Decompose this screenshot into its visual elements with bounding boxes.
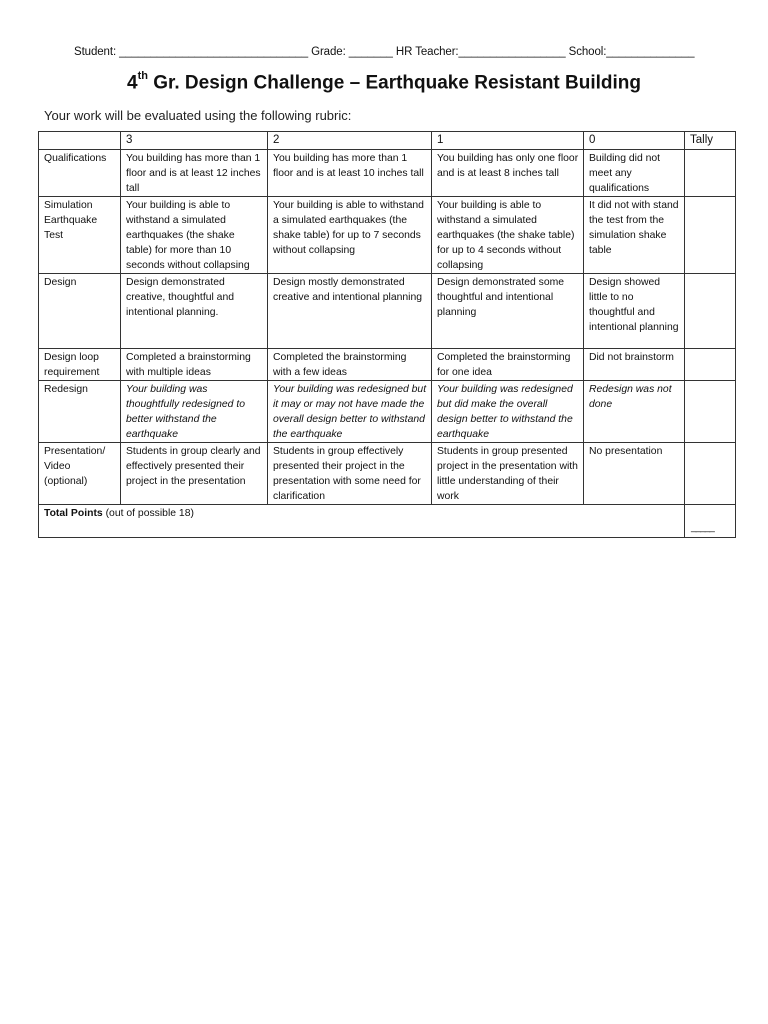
header-cell-criteria [39,132,121,150]
cell-score-1: Your building is able to withstand a simulated earthquakes (the shake table) for up to 4 seconds without collapsing [432,197,584,274]
cell-score-3: Students in group clearly and effectively presented their project in the presentation [121,443,268,505]
cell-tally[interactable] [685,443,736,505]
total-note: (out of possible 18) [102,508,194,519]
cell-score-1: Students in group presented project in the presentation with little understanding of their work [432,443,584,505]
header-cell-score-0: 0 [584,132,685,150]
row-label: Design [39,274,121,349]
student-info-line: Student: ______________________________ Grade: _______ HR Teacher:_________________ School:______________ [74,46,695,58]
rubric-intro: Your work will be evaluated using the following rubric: [44,108,352,123]
cell-tally[interactable] [685,197,736,274]
cell-score-1: You building has only one floor and is at least 8 inches tall [432,150,584,197]
table-row [39,274,736,349]
header-cell-score-2: 2 [268,132,432,150]
cell-tally[interactable] [685,274,736,349]
row-label: Redesign [39,381,121,443]
cell-score-0: No presentation [584,443,685,505]
cell-score-3: Design demonstrated creative, thoughtful and intentional planning. [121,274,268,349]
cell-score-2: Design mostly demonstrated creative and intentional planning [268,274,432,349]
total-cell [39,505,685,538]
header-cell-score-1: 1 [432,132,584,150]
row-label: Presentation/ Video (optional) [39,443,121,505]
rubric-table [38,131,736,538]
table-row [39,150,736,197]
row-label: Design loop requirement [39,349,121,381]
header-cell-tally: Tally [685,132,736,150]
cell-score-2: Your building was redesigned but it may or may not have made the overall design better to withstand the earthquake [268,381,432,443]
cell-score-2: Your building is able to withstand a simulated earthquakes (the shake table) for up to 7 seconds without collapsing [268,197,432,274]
total-tally-blank: _____ [691,522,714,533]
page-title [0,72,768,94]
table-row [39,443,736,505]
row-label: Qualifications [39,150,121,197]
total-tally-cell[interactable] [685,505,736,538]
cell-score-0: Building did not meet any qualifications [584,150,685,197]
cell-score-1: Completed the brainstorming for one idea [432,349,584,381]
cell-tally[interactable] [685,381,736,443]
cell-score-0: Did not brainstorm [584,349,685,381]
table-header-row [39,132,736,150]
cell-score-2: You building has more than 1 floor and is at least 10 inches tall [268,150,432,197]
cell-score-0: Design showed little to no thoughtful and intentional planning [584,274,685,349]
table-row [39,197,736,274]
total-label: Total Points [44,508,103,519]
title-text: Gr. Design Challenge – Earthquake Resistant Building [147,72,642,94]
cell-score-0: It did not with stand the test from the simulation shake table [584,197,685,274]
cell-tally[interactable] [685,150,736,197]
cell-score-2: Completed the brainstorming with a few ideas [268,349,432,381]
cell-score-1: Your building was redesigned but did make the overall design better to withstand the earthquake [432,381,584,443]
total-row [39,505,736,538]
cell-score-3: Completed a brainstorming with multiple ideas [121,349,268,381]
row-label: Simulation Earthquake Test [39,197,121,274]
table-row [39,349,736,381]
cell-score-0: Redesign was not done [584,381,685,443]
cell-score-3: You building has more than 1 floor and is at least 12 inches tall [121,150,268,197]
table-row [39,381,736,443]
cell-score-3: Your building was thoughtfully redesigned to better withstand the earthquake [121,381,268,443]
header-cell-score-3: 3 [121,132,268,150]
title-grade-suffix: th [137,70,148,82]
cell-score-3: Your building is able to withstand a simulated earthquakes (the shake table) for more than 10 seconds without collapsing [121,197,268,274]
title-grade-number: 4 [126,72,138,94]
cell-tally[interactable] [685,349,736,381]
cell-score-2: Students in group effectively presented their project in the presentation with some need for clarification [268,443,432,505]
cell-score-1: Design demonstrated some thoughtful and intentional planning [432,274,584,349]
